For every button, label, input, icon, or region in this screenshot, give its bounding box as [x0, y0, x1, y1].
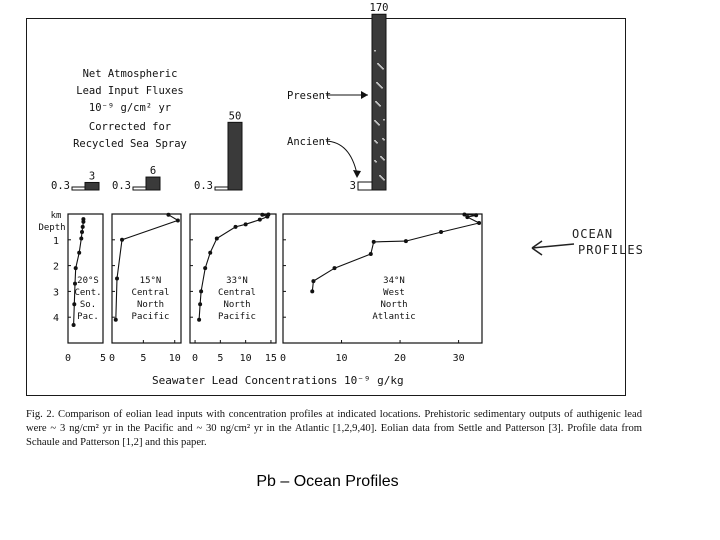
present-arrowhead [361, 91, 368, 99]
conc-tick-label: 0 [64, 353, 72, 364]
profile-point [72, 302, 76, 306]
ancient-flux-label: 0.3 [194, 180, 213, 192]
profile-panel-label: 15°N [139, 276, 162, 286]
profile-panel-label: Pacific [131, 312, 170, 322]
ancient-flux-bar [72, 187, 86, 190]
profile-point [166, 213, 170, 217]
profile-panel-label: Atlantic [372, 312, 416, 322]
figure-caption: Fig. 2. Comparison of eolian lead inputs with concentration profiles at indicated locations. Prehistoric sedimentary outputs of authigenic lead were ~ 3 ng/cm² yr in the Pacific and ~ 30 ng/cm² yr in the Atlantic [1,2,9,40]. Eolian data from Settle and Patterson [3]. Profile data from Schaule and Patterson [1,2] and this paper. [26, 409, 642, 448]
profile-panel-label: Central [131, 288, 170, 298]
profile-panel-label: West [383, 288, 405, 298]
slide-title: Pb – Ocean Profiles [256, 473, 399, 490]
flux-title-line: Lead Input Fluxes [76, 85, 184, 97]
profile-point [176, 218, 180, 222]
concentration-axis-title: Seawater Lead Concentrations 10⁻⁹ g/kg [152, 374, 404, 387]
conc-tick-label: 10 [239, 353, 252, 364]
bar-speckle [376, 82, 378, 84]
flux-title-line: 10⁻⁹ g/cm² yr [88, 102, 172, 114]
profile-point [80, 230, 84, 234]
conc-tick-label: 5 [217, 353, 224, 364]
present-flux-label: 50 [228, 110, 242, 123]
profile-point [372, 240, 376, 244]
conc-tick-label: 15 [264, 353, 277, 364]
ancient-arrowhead [353, 170, 361, 178]
bar-speckle [374, 50, 376, 52]
profile-point [74, 266, 78, 270]
bar-speckle [374, 160, 376, 162]
flux-title-line: Recycled Sea Spray [73, 138, 187, 150]
present-flux-label: 6 [149, 165, 157, 178]
bar-speckle [382, 138, 384, 140]
handwritten-ocean-profiles-note [530, 226, 660, 266]
handwritten-note-line: OCEAN [572, 227, 614, 241]
depth-axis-label: km [50, 211, 62, 221]
bar-speckle [380, 156, 382, 158]
bar-speckle [374, 140, 376, 142]
ancient-flux-bar [133, 187, 147, 190]
present-flux-bar [85, 182, 99, 190]
profile-panel-label: North [136, 300, 165, 310]
ancient-annotation: Ancient [287, 136, 332, 148]
ancient-flux-bar [215, 187, 229, 190]
present-annotation: Present [287, 90, 332, 102]
flux-title-line: Net Atmospheric [82, 68, 178, 80]
profile-point [244, 222, 248, 226]
profile-panel-label: North [223, 300, 251, 310]
profile-panel-label: Pac. [77, 312, 99, 322]
profile-panel-label: Central [218, 288, 256, 298]
conc-tick-label: 0 [108, 353, 116, 364]
profile-point [215, 237, 219, 241]
profile-panel-label: Pacific [218, 312, 256, 322]
profile-point [477, 221, 481, 225]
profile-point [465, 215, 469, 219]
profile-point [115, 277, 119, 281]
bar-speckle [375, 101, 377, 103]
profile-point [311, 279, 315, 283]
profile-point [203, 266, 207, 270]
ancient-flux-label: 3 [349, 180, 356, 192]
conc-tick-label: 5 [140, 353, 147, 364]
profile-point [265, 215, 269, 219]
ancient-flux-label: 0.3 [51, 180, 70, 192]
flux-title-line: Corrected for [88, 121, 172, 133]
profile-point [439, 230, 443, 234]
bar-speckle [379, 175, 381, 177]
profile-point [310, 289, 314, 293]
profile-point [79, 237, 83, 241]
conc-tick-label: 0 [192, 353, 199, 364]
profile-point [234, 225, 238, 229]
profile-point [197, 318, 201, 322]
profile-point [260, 213, 264, 217]
profile-point [81, 225, 85, 229]
profile-point [198, 302, 202, 306]
handwritten-note-line: PROFILES [578, 243, 644, 257]
conc-tick-label: 10 [168, 353, 181, 364]
profile-panel-label: North [380, 300, 408, 310]
profile-point [474, 213, 478, 217]
profile-point [333, 266, 337, 270]
conc-tick-label: 5 [99, 353, 107, 364]
depth-tick-label: 4 [52, 313, 60, 325]
profile-panel-label: 20°S [77, 276, 99, 286]
depth-tick-label: 1 [52, 235, 60, 247]
profile-panel-label: 34°N [383, 276, 405, 286]
bar-speckle [374, 120, 376, 122]
present-flux-label: 3 [88, 170, 96, 183]
conc-tick-label: 20 [394, 353, 407, 364]
profile-point [120, 238, 124, 242]
profile-point [199, 289, 203, 293]
profile-point [208, 251, 212, 255]
bar-speckle [383, 119, 385, 121]
profile-point [369, 252, 373, 256]
present-flux-bar [372, 14, 386, 190]
conc-tick-label: 10 [335, 353, 348, 364]
depth-axis-label: Depth [38, 223, 66, 233]
depth-tick-label: 2 [52, 261, 60, 273]
depth-tick-label: 3 [52, 287, 60, 299]
profile-panel-label: So. [79, 300, 97, 310]
conc-tick-label: 30 [452, 353, 465, 364]
ancient-flux-label: 0.3 [112, 180, 131, 192]
profile-point [72, 323, 76, 327]
profile-point [258, 218, 262, 222]
profile-point [114, 318, 118, 322]
profile-point [404, 239, 408, 243]
present-flux-bar [146, 177, 160, 190]
ancient-flux-bar [358, 182, 372, 190]
profile-point [81, 220, 85, 224]
present-flux-label: 170 [369, 2, 389, 15]
profile-panel-label: 33°N [226, 276, 248, 286]
profile-panel-label: Cent. [74, 288, 102, 298]
profile-point [77, 251, 81, 255]
present-flux-bar [228, 122, 242, 190]
bar-speckle [377, 63, 379, 65]
conc-tick-label: 0 [279, 353, 287, 364]
